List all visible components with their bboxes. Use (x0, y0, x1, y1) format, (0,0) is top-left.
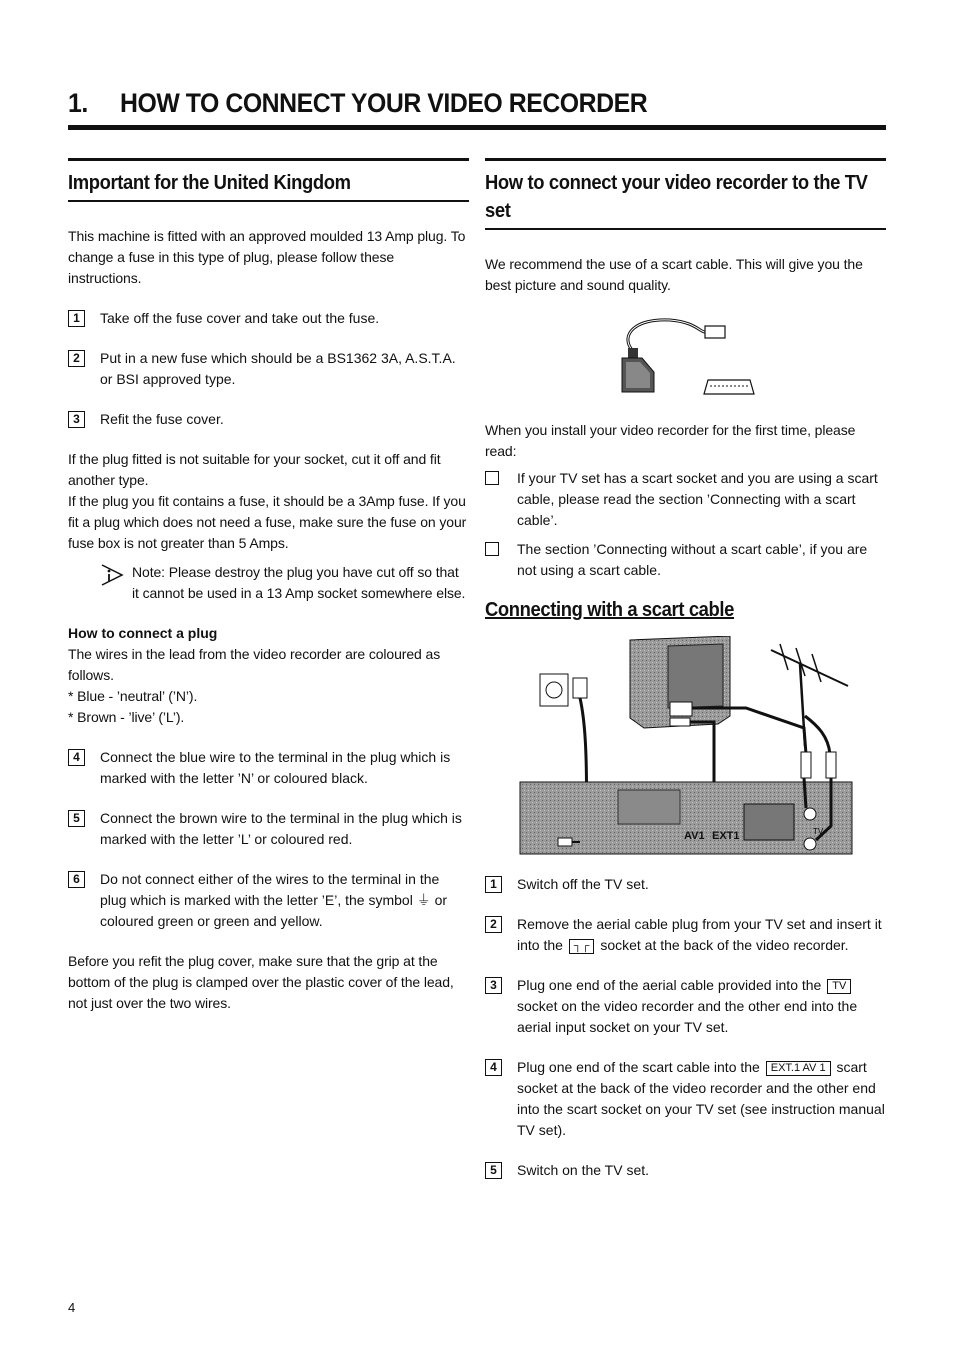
step-text-a: Remove the aerial cable plug from your TV set and insert it into the (517, 916, 882, 953)
step-number: 4 (485, 1059, 502, 1076)
tv-socket-symbol: TV (827, 979, 851, 994)
step-text: Put in a new fuse which should be a BS1362 3A, A.S.T.A. or BSI approved type. (100, 350, 456, 387)
bullet-scart (485, 468, 886, 531)
wires-intro: The wires in the lead from the video recorder are coloured as follows. (68, 646, 441, 683)
step-number: 1 (485, 876, 502, 893)
left-column (68, 158, 469, 1014)
connection-diagram (518, 636, 888, 864)
ext1-av1-symbol: EXT.1 AV 1 (766, 1061, 831, 1076)
av1-label: AV1 (684, 830, 705, 842)
step-text-a: Plug one end of the scart cable into the (517, 1059, 760, 1075)
section-heading-connect: How to connect your video recorder to the TV set (485, 172, 868, 222)
right-column (485, 158, 886, 1181)
title-rule (68, 125, 886, 130)
note-info-icon (100, 564, 124, 586)
uk-step-5 (68, 808, 469, 850)
step-text: Take off the fuse cover and take out the fuse. (100, 310, 380, 326)
section-bottom-rule (485, 228, 886, 230)
section-top-rule (485, 158, 886, 161)
scart-cable-illustration (610, 310, 760, 400)
bullet-text: If your TV set has a scart socket and you are using a scart cable, please read the section ’Connecting with a scart cable’. (517, 470, 878, 528)
uk-step-2 (68, 348, 469, 390)
step-text-b: socket on the video recorder and the other end into the aerial input socket on your TV set. (517, 998, 858, 1035)
step-text: Connect the blue wire to the terminal in the plug which is marked with the letter ’N’ or coloured black. (100, 749, 451, 786)
step-number: 6 (68, 871, 85, 888)
step-number: 2 (485, 916, 502, 933)
step-number: 3 (68, 411, 85, 428)
step-number: 2 (68, 350, 85, 367)
tv-label: TV (813, 827, 824, 836)
section-top-rule (68, 158, 469, 161)
connecting-scart-heading: Connecting with a scart cable (485, 599, 735, 621)
connect-step-1 (485, 874, 886, 895)
page-number: 4 (68, 1300, 76, 1315)
step-text-b: scart socket at the back of the video recorder and the other end into the scart socket on your TV set (see instruction manual TV set). (517, 1059, 885, 1138)
fuse-rating-text: If the plug you fit contains a fuse, it should be a 3Amp fuse. If you fit a plug which does not need a fuse, make sure the fuse on your fuse box is not greater than 5 Amps. (68, 493, 467, 551)
wire-brown: * Brown - ’live’ (’L’). (68, 709, 185, 725)
connect-step-2 (485, 914, 886, 956)
aerial (771, 650, 848, 686)
how-to-connect-plug-heading: How to connect a plug (68, 625, 218, 641)
closing-text: Before you refit the plug cover, make sure that the grip at the bottom of the plug is clamped over the plastic cover of the lead, not just over the two wires. (68, 953, 454, 1011)
connect-step-3 (485, 975, 886, 1038)
uk-intro: This machine is fitted with an approved moulded 13 Amp plug. To change a fuse in this type of plug, please follow these instructions. (68, 228, 466, 286)
uk-step-6 (68, 869, 469, 932)
step-text-b: or coloured green or green and yellow. (100, 892, 448, 929)
install-intro: When you install your video recorder for the first time, please read: (485, 422, 856, 459)
note-text: Note: Please destroy the plug you have cut off so that it cannot be used in a 13 Amp socket somewhere else. (132, 564, 466, 601)
section-heading-uk: Important for the United Kingdom (68, 172, 351, 194)
page-title: 1. HOW TO CONNECT YOUR VIDEO RECORDER (68, 88, 648, 118)
step-number: 5 (485, 1162, 502, 1179)
scart-socket (744, 804, 794, 840)
step-number: 5 (68, 810, 85, 827)
uk-step-4 (68, 747, 469, 789)
step-text: Connect the brown wire to the terminal in the plug which is marked with the letter ’L’ or coloured red. (100, 810, 462, 847)
connect-step-5 (485, 1160, 886, 1181)
aerial-socket-symbol: ┐┌ (569, 939, 595, 954)
earth-symbol: ⏚ (416, 892, 431, 908)
checkbox-icon (485, 471, 499, 485)
checkbox-icon (485, 542, 499, 556)
mains-plug (573, 678, 587, 698)
scart-intro: We recommend the use of a scart cable. This will give you the best picture and sound quality. (485, 256, 863, 293)
step-text: Switch on the TV set. (517, 1162, 650, 1178)
plug-unsuitable-text: If the plug fitted is not suitable for your socket, cut it off and fit another type. (68, 451, 441, 488)
step-text-a: Do not connect either of the wires to the terminal in the plug which is marked with the letter ’E’, the symbol (100, 871, 440, 908)
ext1-label: EXT1 (712, 830, 740, 842)
step-number: 4 (68, 749, 85, 766)
step-text-b: socket at the back of the video recorder. (600, 937, 849, 953)
uk-step-1 (68, 308, 469, 329)
step-text-a: Plug one end of the aerial cable provided into the (517, 977, 822, 993)
step-text: Switch off the TV set. (517, 876, 649, 892)
connect-step-4 (485, 1057, 886, 1141)
bullet-no-scart (485, 539, 886, 581)
bullet-text: The section ’Connecting without a scart cable’, if you are not using a scart cable. (517, 541, 868, 578)
wire-blue: * Blue - ’neutral’ (’N’). (68, 688, 198, 704)
note-block (68, 562, 469, 604)
uk-step-3 (68, 409, 469, 430)
section-bottom-rule (68, 200, 469, 202)
step-number: 1 (68, 310, 85, 327)
step-text: Refit the fuse cover. (100, 411, 224, 427)
step-number: 3 (485, 977, 502, 994)
